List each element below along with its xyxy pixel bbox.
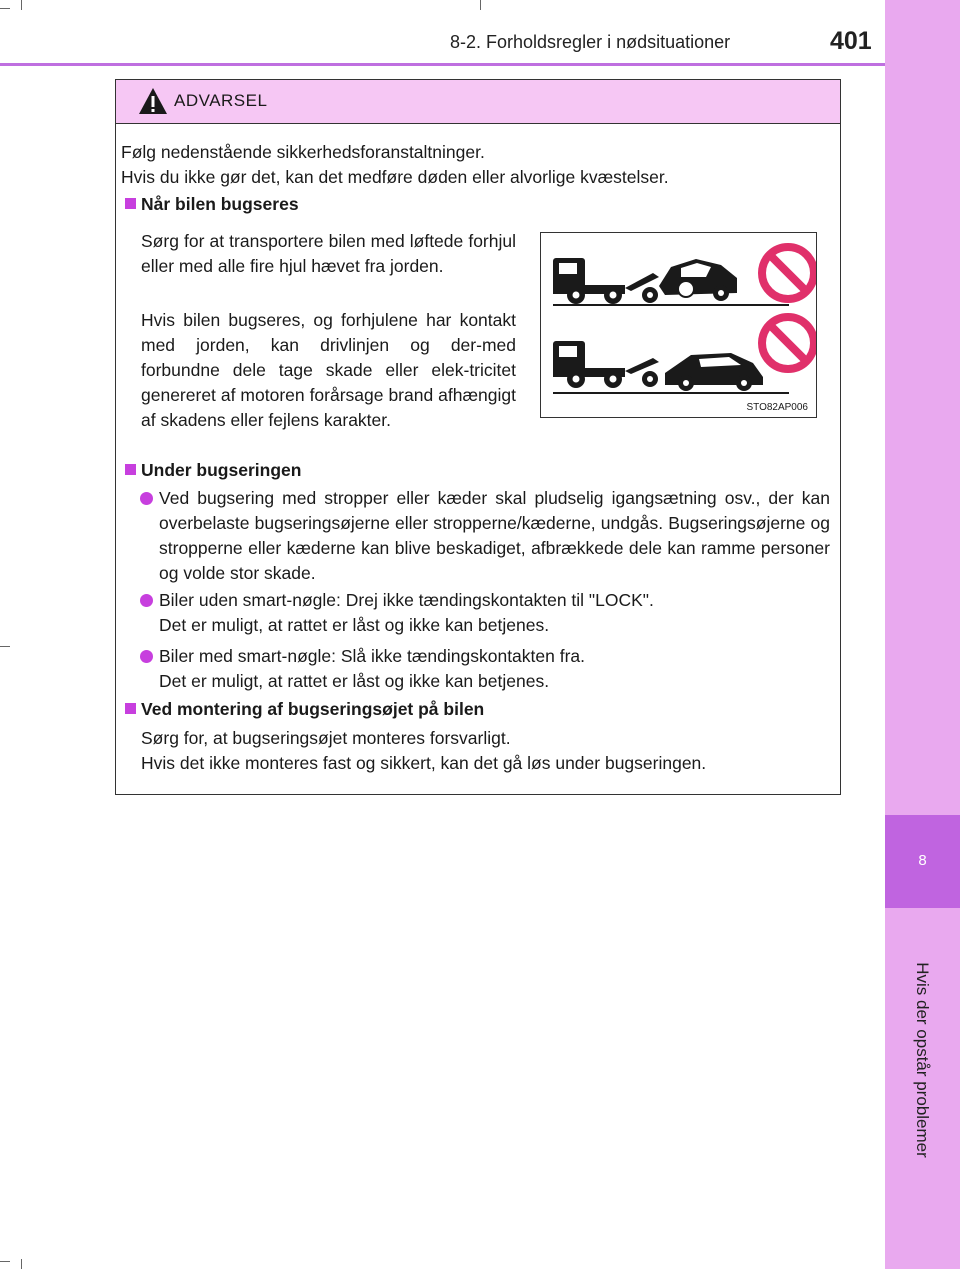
bullet-dot [140, 594, 153, 607]
section-heading: Når bilen bugseres [141, 194, 299, 214]
bullet-text: Ved bugsering med stropper eller kæder skal pludselig igangsætning osv., der kan overbelaste bugseringsøjerne eller stropperne/kæderne, undgås. Bugseringsøjerne og stropperne eller kæderne kan blive beskadiget, afbrækkede dele kan ramme personer og volde stor skade. [159, 488, 830, 583]
bullet-text: Det er muligt, at rattet er låst og ikke kan betjenes. [159, 615, 550, 635]
tow-scene-rear-raised [553, 317, 814, 393]
crop-mark [0, 1261, 10, 1262]
page-number: 401 [830, 27, 872, 55]
section-heading: Under bugseringen [141, 460, 302, 480]
bullet-dot [140, 650, 153, 663]
header-rule [0, 63, 885, 66]
chapter-number: 8 [918, 852, 927, 869]
bullet-dot [140, 492, 153, 505]
warning-header [116, 80, 840, 124]
paragraph: Hvis bilen bugseres, og forhjulene har kontakt med jorden, kan drivlinjen og der-med forbundne dele tage skade eller elek-tricitet genereret af motoren forårsage brand afhængigt af skadens eller fejlens karakter. [141, 310, 516, 430]
bullet-text: Biler uden smart-nøgle: Drej ikke tændingskontakten til "LOCK". [159, 590, 654, 610]
section-bullet-square [125, 464, 136, 475]
towing-diagram-svg [541, 233, 816, 417]
paragraph: Sørg for, at bugseringsøjet monteres forsvarligt. [141, 728, 511, 748]
towing-illustration [540, 232, 817, 418]
intro-line: Følg nedenstående sikkerhedsforanstaltninger. [121, 142, 485, 162]
crop-mark [480, 0, 481, 10]
bullet-text: Det er muligt, at rattet er låst og ikke kan betjenes. [159, 671, 550, 691]
warning-title: ADVARSEL [174, 91, 268, 110]
crop-mark [21, 0, 22, 10]
section-title: 8-2. Forholdsregler i nødsituationer [450, 32, 731, 52]
section-heading: Ved montering af bugseringsøjet på bilen [141, 699, 485, 719]
crop-mark [21, 1259, 22, 1269]
tow-scene-front-raised [553, 247, 814, 305]
bullet-text: Biler med smart-nøgle: Slå ikke tændingskontakten fra. [159, 646, 586, 666]
paragraph: Sørg for at transportere bilen med løftede forhjul eller med alle fire hjul hævet fra jorden. [141, 231, 516, 276]
crop-mark [0, 8, 10, 9]
figure-code: STO82AP006 [746, 402, 808, 413]
paragraph: Hvis det ikke monteres fast og sikkert, kan det gå løs under bugseringen. [141, 753, 707, 773]
section-bullet-square [125, 198, 136, 209]
intro-line: Hvis du ikke gør det, kan det medføre døden eller alvorlige kvæstelser. [121, 167, 669, 187]
warning-triangle-icon [138, 87, 168, 115]
section-bullet-square [125, 703, 136, 714]
crop-mark [0, 646, 10, 647]
chapter-title: Hvis der opstår problemer [913, 962, 932, 1158]
